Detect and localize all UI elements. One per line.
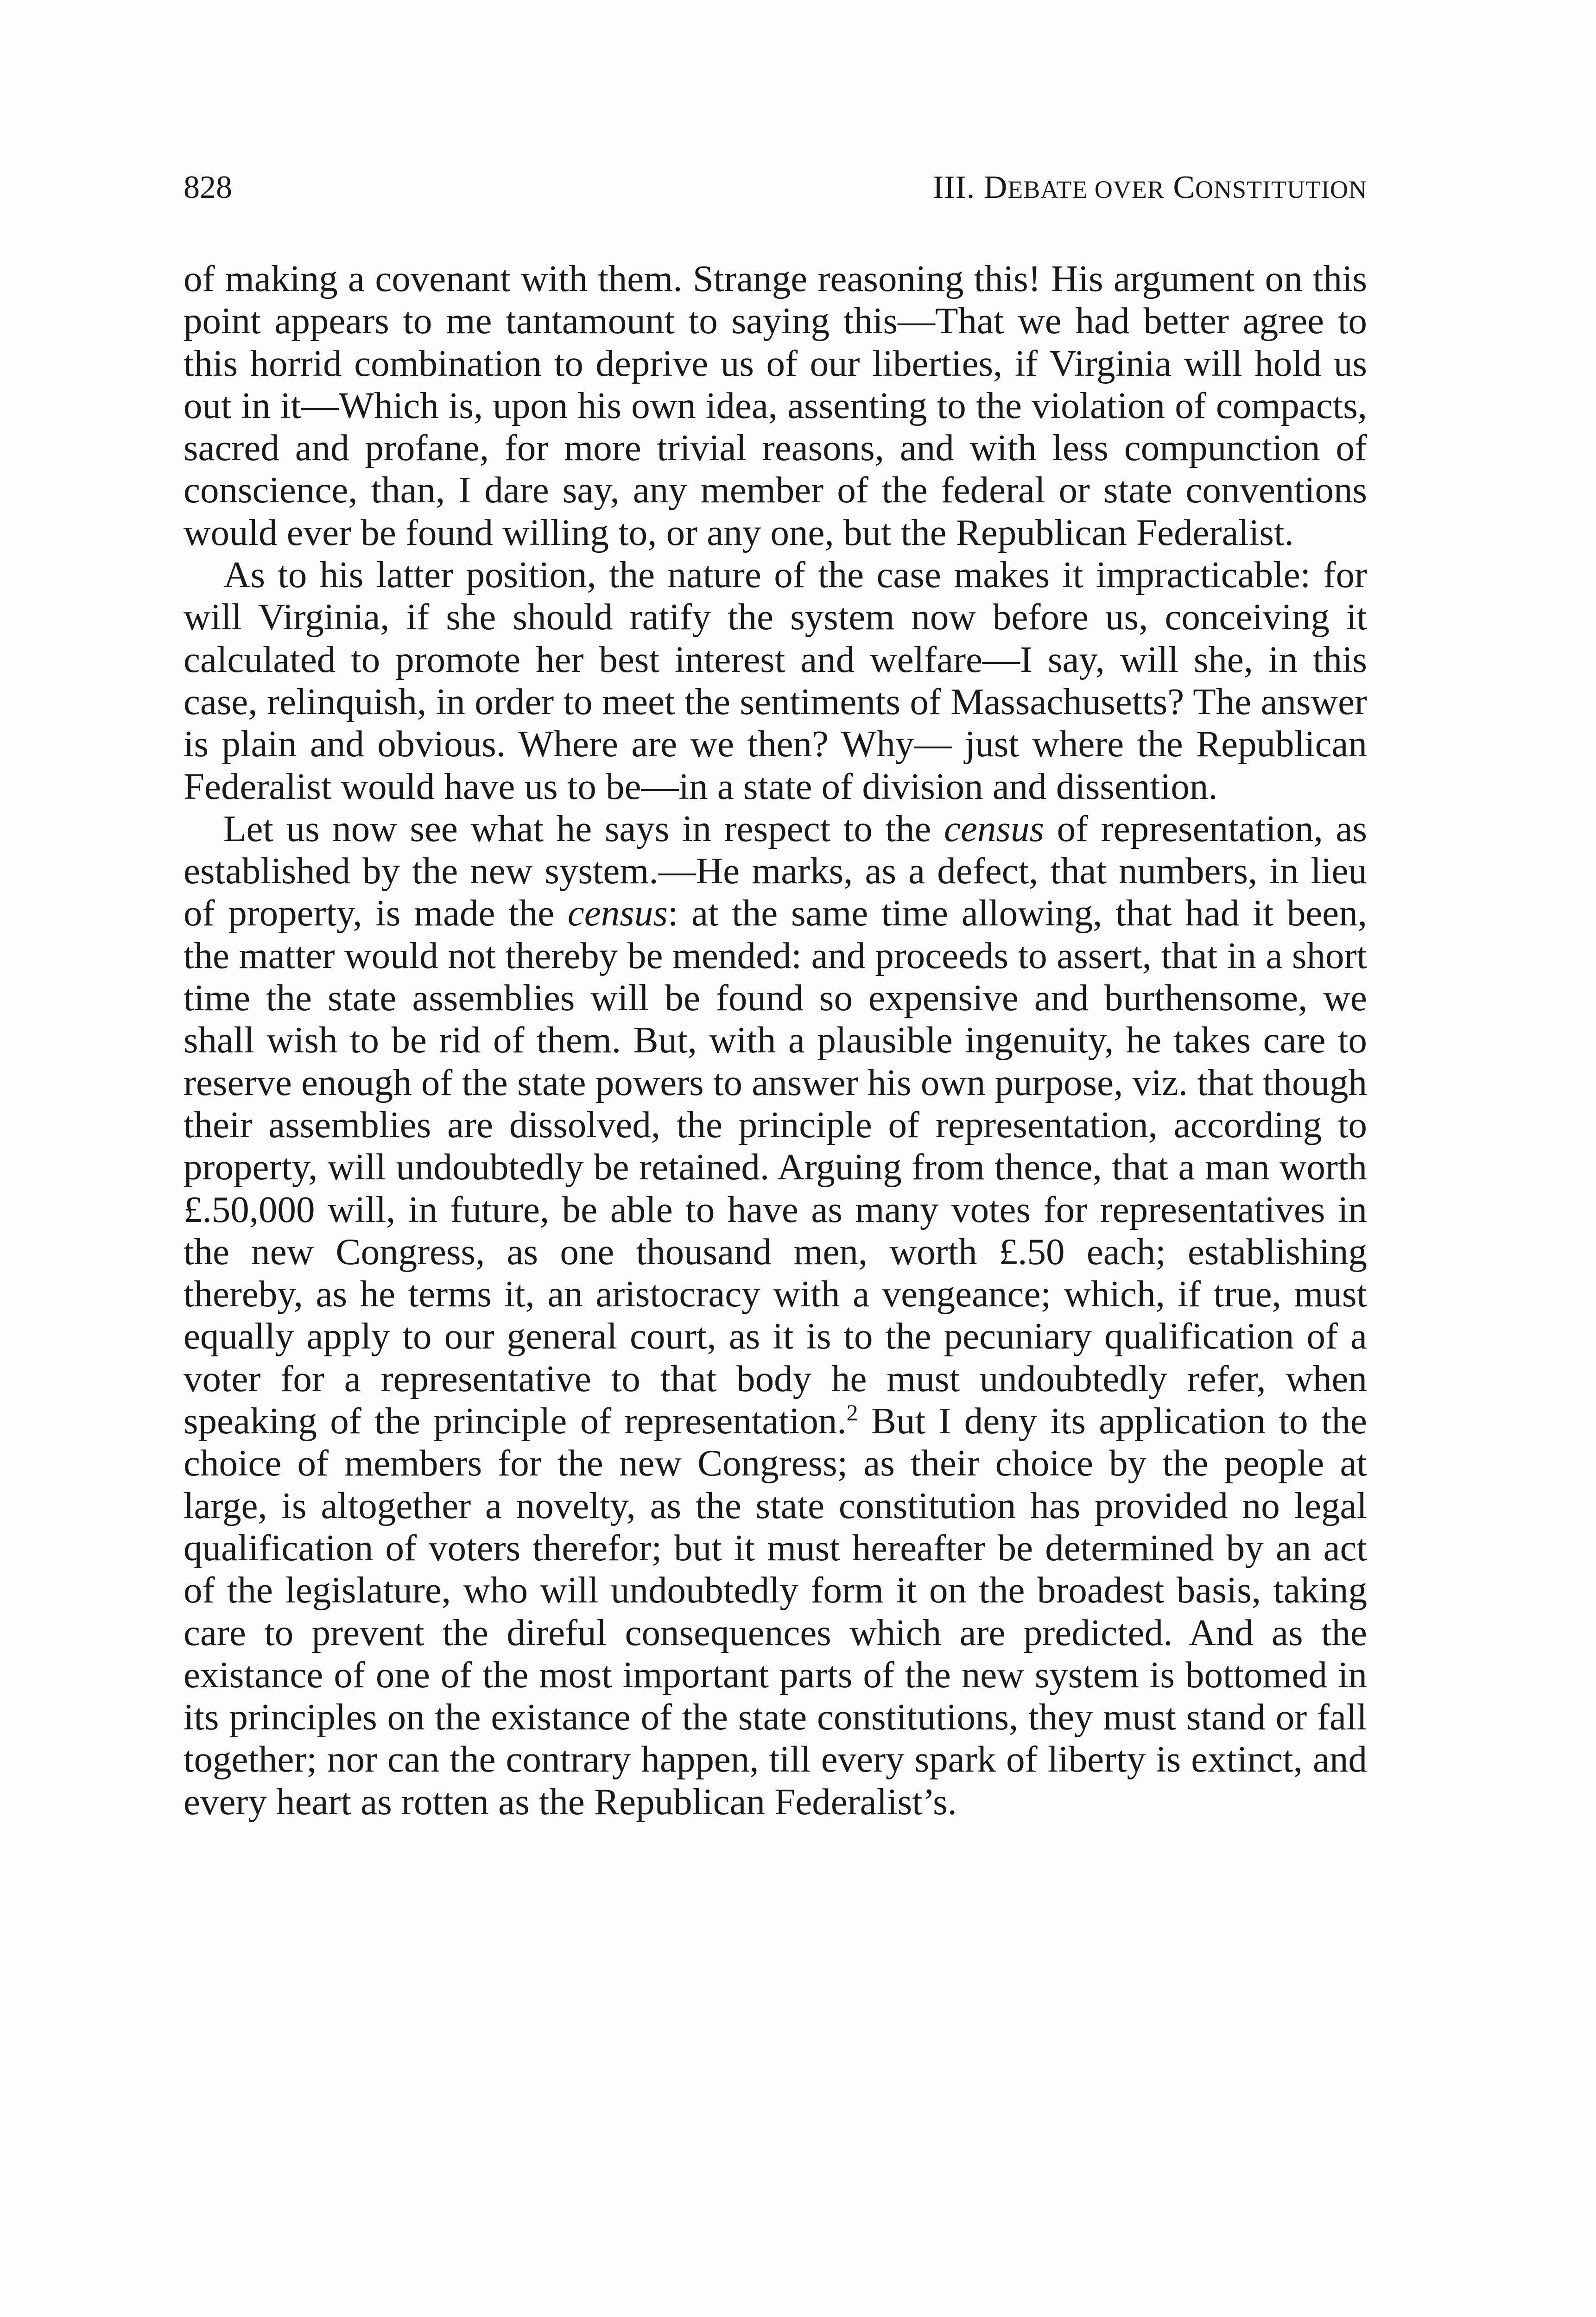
paragraph-3-part-2: of representation, as established by the new system.—He marks, as a defect, that numbers, in lieu of property, is made the (184, 807, 1367, 934)
census-italic-1: census (944, 807, 1044, 849)
section-title-cap-c: C (1173, 170, 1196, 205)
paragraph-2: As to his latter position, the nature of the case makes it impracticable: for will Virginia, if she should ratify the system now before us, conceiving it calculated to promote her best interest and welfare—I say, will she, in this case, relinquish, in order to meet the sentiments of Massachusetts? The answer is plain and obvious. Where are we then? Why— just where the Republican Federalist would have us to be—in a state of division and dissention. (184, 554, 1367, 807)
section-title-smallcaps-1: EBATE OVER (1007, 176, 1165, 203)
running-head (184, 167, 1367, 209)
page-number: 828 (184, 170, 232, 205)
paragraph-3-part-1: Let us now see what he says in respect to the (223, 807, 944, 849)
paragraph-1: of making a covenant with them. Strange reasoning this! His argument on this point appears to me tantamount to saying this—That we had better agree to this horrid combination to deprive us of our liberties, if Virginia will hold us out in it—Which is, upon his own idea, assenting to the violation of compacts, sacred and profane, for more trivial reasons, and with less compunction of conscience, than, I dare say, any member of the federal or state conventions would ever be found willing to, or any one, but the Republican Federalist. (184, 258, 1367, 553)
section-title (933, 167, 1367, 210)
section-title-roman: III. D (932, 170, 1008, 205)
footnote-reference: 2 (846, 1399, 858, 1426)
paragraph-3 (184, 808, 1367, 1823)
census-italic-2: census (567, 892, 668, 934)
paragraph-3-part-3: : at the same time allowing, that had it been, the matter would not thereby be mended: and proceeds to assert, that in a short time the state assemblies will be found so expensive and burthensome, we shall wish to be rid of them. But, with a plausible ingenuity, he takes care to reserve enough of the state powers to answer his own purpose, viz. that though their assemblies are dissolved, the principle of representation, according to property, will undoubtedly be retained. Arguing from thence, that a man worth £.50,000 will, in future, be able to have as many votes for representatives in the new Congress, as one thousand men, worth £.50 each; establishing thereby, as he terms it, an aristocracy with a vengeance; which, if true, must equally apply to our general court, as it is to the pecuniary qualification of a voter for a representative to that body he must undoubtedly refer, when speaking of the principle of representation. (184, 892, 1367, 1442)
paragraph-3-part-4: But I deny its application to the choice of members for the new Congress; as their choice by the people at large, is altogether a novelty, as the state constitution has provided no legal qualification of voters therefor; but it must hereafter be determined by an act of the legislature, who will undoubtedly form it on the broadest basis, taking care to prevent the direful consequences which are predicted. And as the existance of one of the most important parts of the new system is bottomed in its principles on the existance of the state constitutions, they must stand or fall together; nor can the contrary happen, till every spark of liberty is extinct, and every heart as rotten as the Republican Federalist’s. (184, 1400, 1367, 1823)
body-text (184, 258, 1367, 1823)
section-title-smallcaps-2: ONSTITUTION (1195, 176, 1367, 203)
